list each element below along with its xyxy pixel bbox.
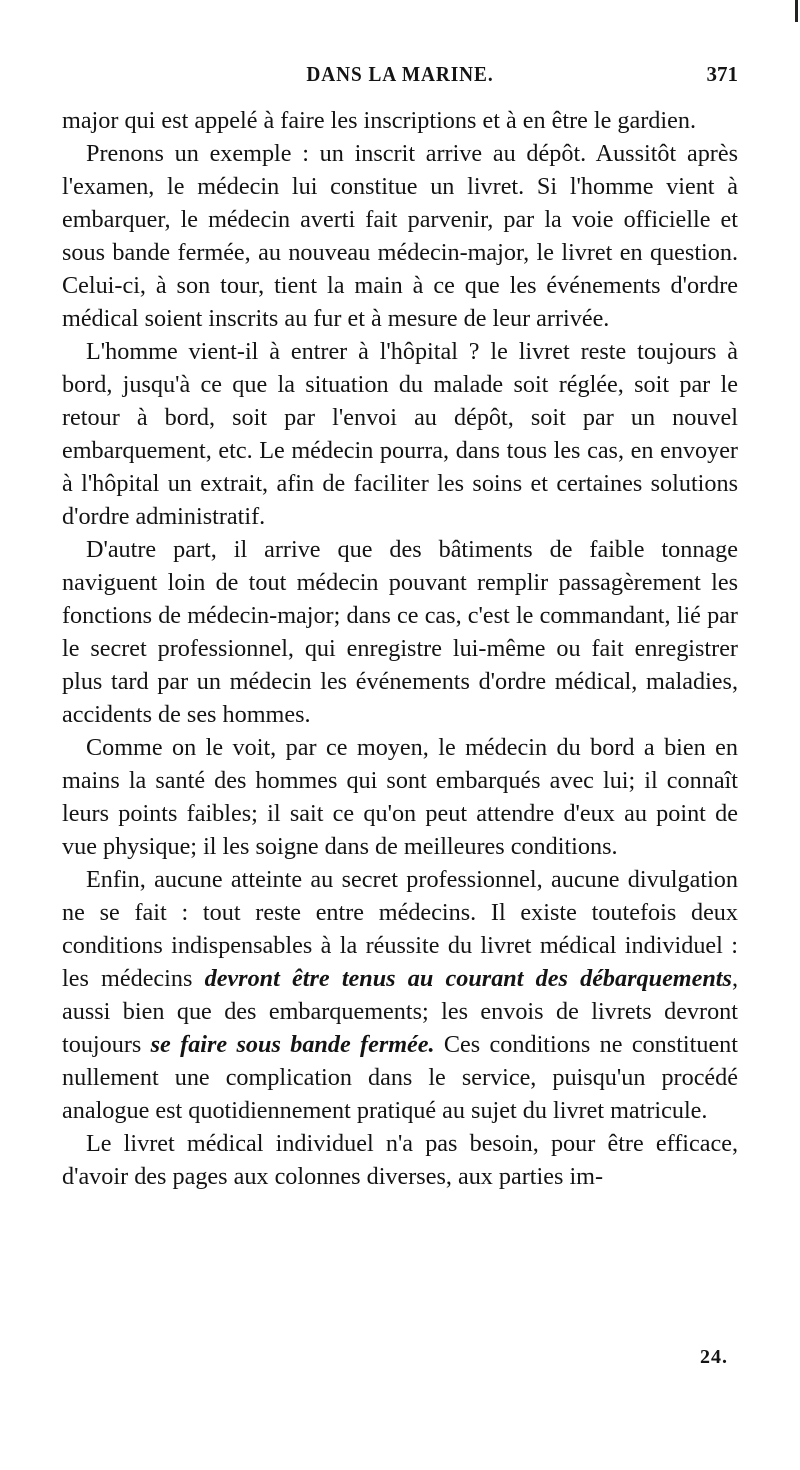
paragraph: [62, 731, 738, 863]
text-run: Comme on le voit, par ce moyen, le médecin du bord a bien en mains la santé des hommes qui sont embarqués avec lui; il connaît leurs points faibles; il sait ce qu'on peut attendre d'eux au point de vue physique; il les soigne dans de meilleures conditions.: [62, 734, 738, 860]
page-header: [62, 56, 738, 96]
book-page: [62, 56, 738, 1368]
paragraph: [62, 335, 738, 533]
text-run: Enfin, aucune atteinte au secret professionnel, aucune divulgation ne se fait : tout reste entre médecins. Il existe toutefois deux conditions indispensables à la réussite du livret médical individuel : les médecins: [62, 866, 738, 992]
paragraph: [62, 137, 738, 335]
text-run: L'homme vient-il à entrer à l'hôpital ? le livret reste toujours à bord, jusqu'à ce que la situation du malade soit réglée, soit par le retour à bord, soit par l'envoi au dépôt, soit par un nouvel embarquement, etc. Le médecin pourra, dans tous les cas, en envoyer à l'hôpital un extrait, afin de faciliter les soins et certaines solutions d'ordre administratif.: [62, 338, 738, 530]
signature-mark: 24.: [700, 1346, 728, 1368]
page-number: 371: [706, 62, 738, 86]
paragraph: [62, 863, 738, 1127]
text-run: Prenons un exemple : un inscrit arrive au dépôt. Aussitôt après l'examen, le médecin lui constitue un livret. Si l'homme vient à embarquer, le médecin averti fait parvenir, par la voie officielle et sous bande fermée, au nouveau médecin-major, le livret en question. Celui-ci, à son tour, tient la main à ce que les événements d'ordre médical soient inscrits au fur et à mesure de leur arrivée.: [62, 140, 738, 332]
body-text: [62, 104, 738, 1193]
text-run: Le livret médical individuel n'a pas besoin, pour être efficace, d'avoir des pages aux colonnes diverses, aux parties im-: [62, 1130, 738, 1190]
text-run: D'autre part, il arrive que des bâtiments de faible tonnage naviguent loin de tout médecin pouvant remplir passagèrement les fonctions de médecin-major; dans ce cas, c'est le commandant, lié par le secret professionnel, qui enregistre lui-même ou fait enregistrer plus tard par un médecin les événements d'ordre médical, maladies, accidents de ses hommes.: [62, 536, 738, 728]
text-run: Ces conditions ne constituent nullement une complication dans le service, puisqu'un procédé analogue est quotidiennement pratiqué au sujet du livret matricule.: [62, 1031, 738, 1124]
page-edge-mark: [795, 0, 798, 22]
paragraph: [62, 533, 738, 731]
text-run: , aussi bien que des embarquements; les envois de livrets devront toujours: [62, 965, 738, 1058]
paragraph: [62, 1127, 738, 1193]
paragraph: [62, 104, 738, 137]
running-title: DANS LA MARINE.: [306, 62, 494, 86]
italic-phrase: se faire sous bande fermée.: [150, 1031, 435, 1058]
text-run: major qui est appelé à faire les inscriptions et à en être le gardien.: [62, 107, 696, 134]
italic-phrase: devront être tenus au courant des débarquements: [204, 965, 732, 992]
